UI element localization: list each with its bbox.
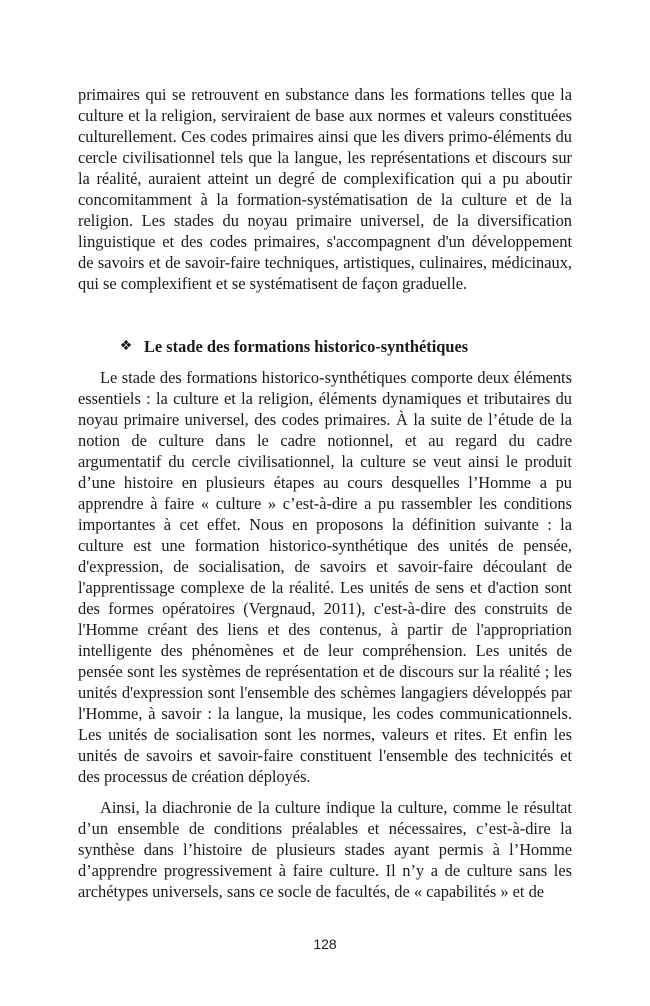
section-heading-text: Le stade des formations historico-synthétiques [144,337,469,356]
paragraph-continued: primaires qui se retrouvent en substance dans les formations telles que la culture et la religion, serviraient de base aux normes et valeurs constituées culturellement. Ces codes primaires ainsi que les divers primo-éléments du cercle civilisationnel tels que la langue, les représentations et discours sur la réalité, auraient atteint un degré de complexification qui a pu aboutir concomitamment à la formation-systématisation de la culture et de la religion. Les stades du noyau primaire universel, de la diversification linguistique et des codes primaires, s'accompagnent d'un développement de savoirs et de savoir-faire techniques, artistiques, culinaires, médicinaux, qui se complexifient et se systématisent de façon graduelle. [78,85,572,293]
paragraph-diachronie: Ainsi, la diachronie de la culture indique la culture, comme le résultat d’un ensemble de conditions préalables et nécessaires, c’est-à-dire la synthèse dans l’histoire de plusieurs stades ayant permis à l’Homme d’apprendre progressivement à faire culture. Il n’y a de culture sans les archétypes universels, sans ce socle de facultés, de « capabilités » et de [78,798,572,901]
section-heading [78,336,572,357]
page-body [78,84,572,902]
paragraph-definition: Le stade des formations historico-synthétiques comporte deux éléments essentiels : la culture et la religion, éléments dynamiques et tributaires du noyau primaire universel, des codes primaires. À la suite de l’étude de la notion de culture dans le cadre notionnel, et au regard du cadre argumentatif du cercle civilisationnel, la culture se veut ainsi le produit d’une histoire en plusieurs étapes au cours desquelles l’Homme a pu apprendre à faire « culture » c’est-à-dire a pu rassembler les conditions importantes à cet effet. Nous en proposons la définition suivante : la culture est une formation historico-synthétique des unités de pensée, d'expression, de socialisation, de savoirs et savoir-faire découlant de l'apprentissage complexe de la réalité. Les unités de sens et d'action sont des formes opératoires (Vergnaud, 2011), c'est-à-dire des construits de l'Homme créant des liens et des contenus, à partir de l'appropriation intelligente des phénomènes et de leur compréhension. Les unités de pensée sont les systèmes de représentation et de discours sur la réalité ; les unités d'expression sont l'ensemble des schèmes langagiers développés par l'Homme, à savoir : la langue, la musique, les codes communicationnels. Les unités de socialisation sont les normes, valeurs et rites. Et enfin les unités de savoirs et savoir-faire constituent l'ensemble des technicités et des processus de création déployés. [78,368,572,786]
diamond-bullet-icon: ❖ [119,339,133,354]
page-number: 128 [313,936,337,952]
